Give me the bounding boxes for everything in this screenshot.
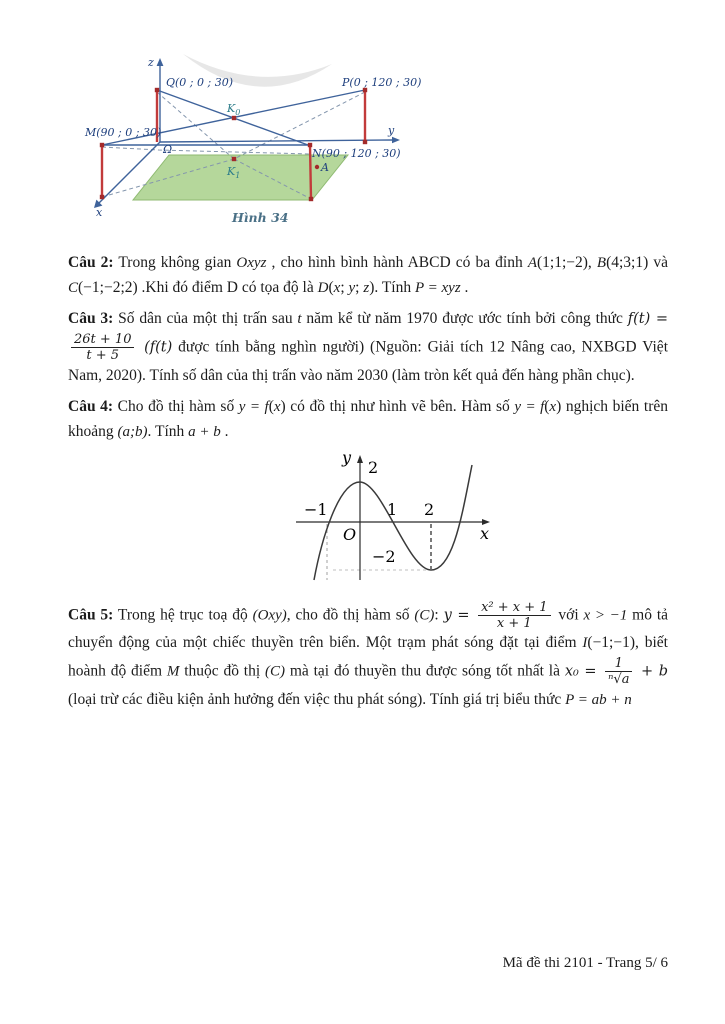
question-4	[68, 395, 668, 444]
x-axis-label: x	[96, 206, 103, 219]
text-segment: P = ab + n	[565, 691, 632, 708]
question-5	[68, 600, 668, 713]
text-segment: với	[553, 605, 584, 623]
text-segment: :	[434, 605, 444, 623]
label-k1-sub: 1	[235, 171, 241, 180]
text-segment: (C)	[265, 663, 286, 680]
text-segment: Số dân của một thị trấn sau	[113, 310, 298, 328]
text-segment: B	[596, 255, 607, 271]
point-q	[155, 88, 159, 92]
question-2	[68, 251, 668, 300]
text-segment: Câu 3:	[68, 310, 114, 328]
text-segment: P = xyz	[414, 279, 461, 296]
label-k0	[226, 102, 240, 117]
text-segment: y =	[443, 606, 476, 623]
page-content	[68, 0, 668, 719]
ground-plane	[133, 155, 348, 200]
text-segment: (	[328, 278, 334, 296]
point-n-ground	[309, 197, 313, 201]
text-segment: ) có đồ thị như hình vẽ bên. Hàm số	[280, 398, 515, 416]
text-segment: (f(t)	[137, 339, 173, 356]
text-segment: (C)	[414, 606, 435, 623]
label-m: M(90 ; 0 ; 30)	[85, 126, 162, 139]
y-axis	[160, 140, 394, 142]
text-segment: , cho hình bình hành ABCD có ba đỉnh	[266, 254, 528, 271]
label-origin-omega: Ω	[163, 143, 173, 156]
label-a: A	[321, 161, 329, 174]
figure-hinh-34	[80, 52, 500, 232]
text-segment: , cho đồ thị hàm số	[286, 605, 415, 623]
point-a	[315, 165, 319, 169]
graph-x-label: x	[480, 523, 490, 543]
text-segment: Trong không gian	[113, 254, 237, 271]
text-segment: A	[527, 255, 537, 271]
graph-figure-container	[288, 447, 668, 590]
graph-tick-minus1: −1	[304, 499, 328, 519]
text-segment: Câu 5:	[68, 605, 114, 623]
label-q: Q(0 ; 0 ; 30)	[166, 76, 233, 89]
text-segment: I	[582, 635, 588, 652]
text-segment: (1;1;−2),	[537, 254, 597, 271]
graph-tick-2-top: 2	[368, 457, 379, 477]
text-segment: Câu 2:	[68, 254, 114, 271]
text-segment: được tính bằng nghìn người) (Nguồn: Giải tích 12 Nâng cao, NXBGD Việt Nam, 2020). Tính số dân của thị trấn vào năm 2030 (làm tròn kết quả đến hàng phần chục).	[68, 338, 668, 384]
text-segment: t	[297, 311, 302, 328]
text-segment: Cho đồ thị hàm số	[113, 398, 239, 416]
text-segment: a + b	[188, 423, 221, 440]
text-segment: y = f	[238, 399, 269, 416]
figure-caption: Hình 34	[232, 210, 289, 225]
y-arrow-icon	[392, 137, 400, 144]
text-segment: (4;3;1) và	[606, 254, 668, 271]
dashed-ground-line	[102, 147, 310, 154]
text-segment: f(t) =	[627, 311, 668, 328]
text-segment: mà tại đó thuyền thu được sóng tốt nhất là	[285, 662, 565, 680]
text-segment: (−1;−2;2) .Khi đó điểm D có tọa độ là	[78, 278, 318, 296]
z-arrow-icon	[157, 58, 164, 66]
text-segment: x > −1	[583, 606, 628, 623]
label-n: N(90 ; 120 ; 30)	[312, 147, 401, 160]
text-segment: x	[549, 399, 557, 416]
label-k0-sub: 0	[235, 108, 241, 117]
label-k1-main: K	[227, 165, 236, 178]
text-segment: z	[363, 279, 370, 296]
graph-tick-minus2: −2	[372, 546, 396, 566]
label-k0-main: K	[227, 102, 236, 115]
point-k1	[232, 157, 236, 161]
text-segment: x₀ =	[564, 663, 603, 680]
text-segment: ;	[340, 278, 349, 296]
text-segment: D	[317, 279, 329, 296]
text-segment: .	[460, 278, 469, 296]
graph-y-label: y	[342, 447, 352, 467]
figure-hinh-34-container	[80, 0, 668, 237]
text-segment: năm kể từ năm 1970 được ước tính bởi công thức	[301, 310, 628, 328]
text-segment: (loại trừ các điều kiện ảnh hưởng đến việc thu phát sóng). Tính giá trị biểu thức	[68, 690, 566, 708]
text-segment: x	[273, 399, 281, 416]
text-segment: ;	[355, 278, 364, 296]
graph-tick-2-x: 2	[424, 499, 435, 519]
text-segment: Câu 4:	[68, 398, 114, 416]
point-p-ground	[363, 140, 367, 144]
math-fraction: $\frac{1}{\text{ⁿ√a}}$	[605, 656, 632, 688]
graph-tick-1: 1	[387, 499, 398, 519]
graph-y-arrow-icon	[357, 455, 363, 463]
label-p: P(0 ; 120 ; 30)	[342, 76, 422, 89]
point-m-ground	[100, 195, 104, 199]
text-segment: (Oxy)	[252, 606, 287, 623]
text-segment: x	[333, 279, 341, 296]
text-segment: (−1;−1), biết hoành độ điểm	[68, 634, 668, 680]
text-segment: y	[348, 279, 356, 296]
text-segment: .	[220, 422, 229, 440]
text-segment: C	[68, 279, 79, 296]
text-segment: (a;b)	[117, 423, 148, 440]
text-segment: Oxyz	[236, 255, 267, 271]
point-m	[100, 143, 104, 147]
text-segment: + b	[635, 663, 669, 680]
graph-figure	[288, 447, 500, 585]
text-segment: ). Tính	[369, 278, 415, 296]
text-segment: Trong hệ trục toạ độ	[113, 605, 253, 623]
text-segment: thuộc đồ thị	[179, 662, 266, 680]
z-axis-label: z	[148, 56, 154, 69]
text-segment: y = f	[514, 399, 545, 416]
text-segment: (	[268, 398, 274, 416]
text-segment: M	[166, 663, 180, 680]
text-segment: (	[544, 398, 550, 416]
page-footer: Mã đề thi 2101 - Trang 5/ 6	[502, 955, 668, 971]
question-3	[68, 307, 668, 388]
y-axis-label: y	[388, 124, 395, 137]
text-segment: ) nghịch biến trên khoảng	[68, 398, 668, 440]
graph-origin-label: O	[343, 524, 357, 544]
pole-n	[310, 145, 311, 199]
text-segment: mô tả chuyển động của một chiếc thuyền trên biển. Một trạm phát sóng đặt tại điểm	[68, 605, 669, 652]
text-segment: . Tính	[147, 422, 189, 440]
math-fraction: $\frac{\text{x² + x + 1}}{x + 1}$	[478, 600, 550, 632]
math-fraction: $\frac{26t + 10}{t + 5}$	[71, 332, 134, 364]
